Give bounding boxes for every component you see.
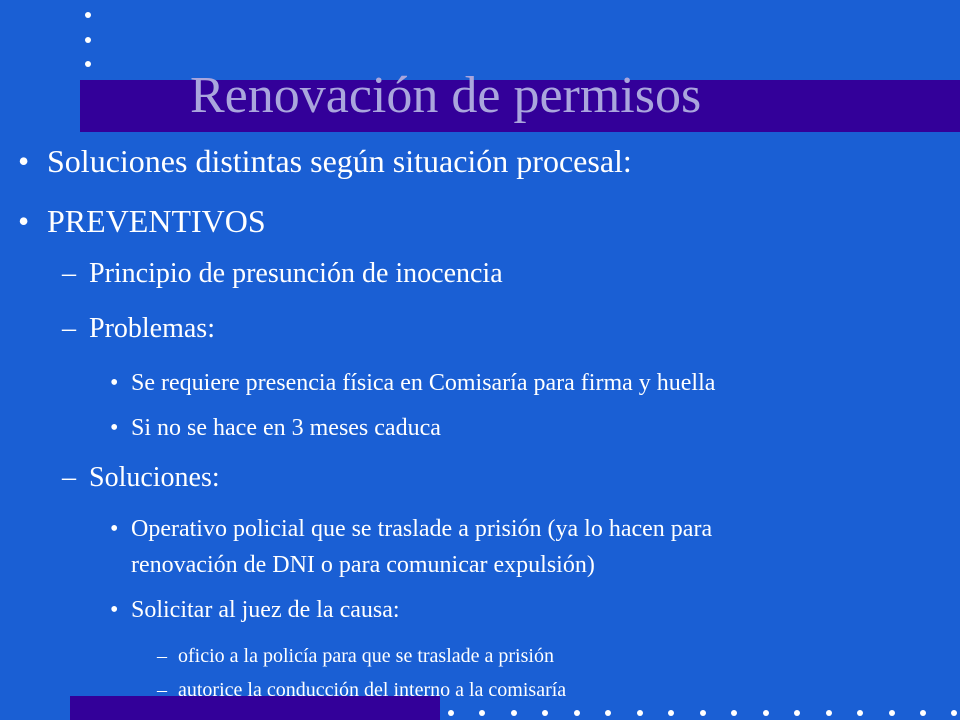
bullet-level2: Soluciones: <box>89 462 220 493</box>
dash-marker: – <box>62 258 76 289</box>
bullet-level4: oficio a la policía para que se traslade a prisión <box>178 645 554 667</box>
dash-marker: – <box>157 679 167 701</box>
bullet-marker: • <box>18 203 30 239</box>
bullet-marker: • <box>110 415 119 441</box>
bullet-level3: Se requiere presencia física en Comisaría para firma y huella <box>131 370 716 396</box>
bullet-level2: Problemas: <box>89 313 215 344</box>
bullet-level1: PREVENTIVOS <box>47 203 266 239</box>
bullet-level3: Solicitar al juez de la causa: <box>131 597 400 623</box>
bullet-marker: • <box>110 597 119 623</box>
bullet-level3: Operativo policial que se traslade a prisión (ya lo hacen para <box>131 516 713 542</box>
bullet-marker: • <box>110 516 119 542</box>
bullet-level3: Si no se hace en 3 meses caduca <box>131 415 441 441</box>
bullet-level1: Soluciones distintas según situación procesal: <box>47 143 632 179</box>
bullet-level2: Principio de presunción de inocencia <box>89 258 503 289</box>
dash-marker: – <box>62 462 76 493</box>
bullet-marker: • <box>110 370 119 396</box>
slide-title: Renovación de permisos <box>190 67 702 124</box>
dash-marker: – <box>157 645 167 667</box>
dash-marker: – <box>62 313 76 344</box>
bullet-marker: • <box>18 143 30 179</box>
bullet-level4: autorice la conducción del interno a la comisaría <box>178 679 567 701</box>
bullet-level3-continuation: renovación de DNI o para comunicar expulsión) <box>131 552 595 578</box>
